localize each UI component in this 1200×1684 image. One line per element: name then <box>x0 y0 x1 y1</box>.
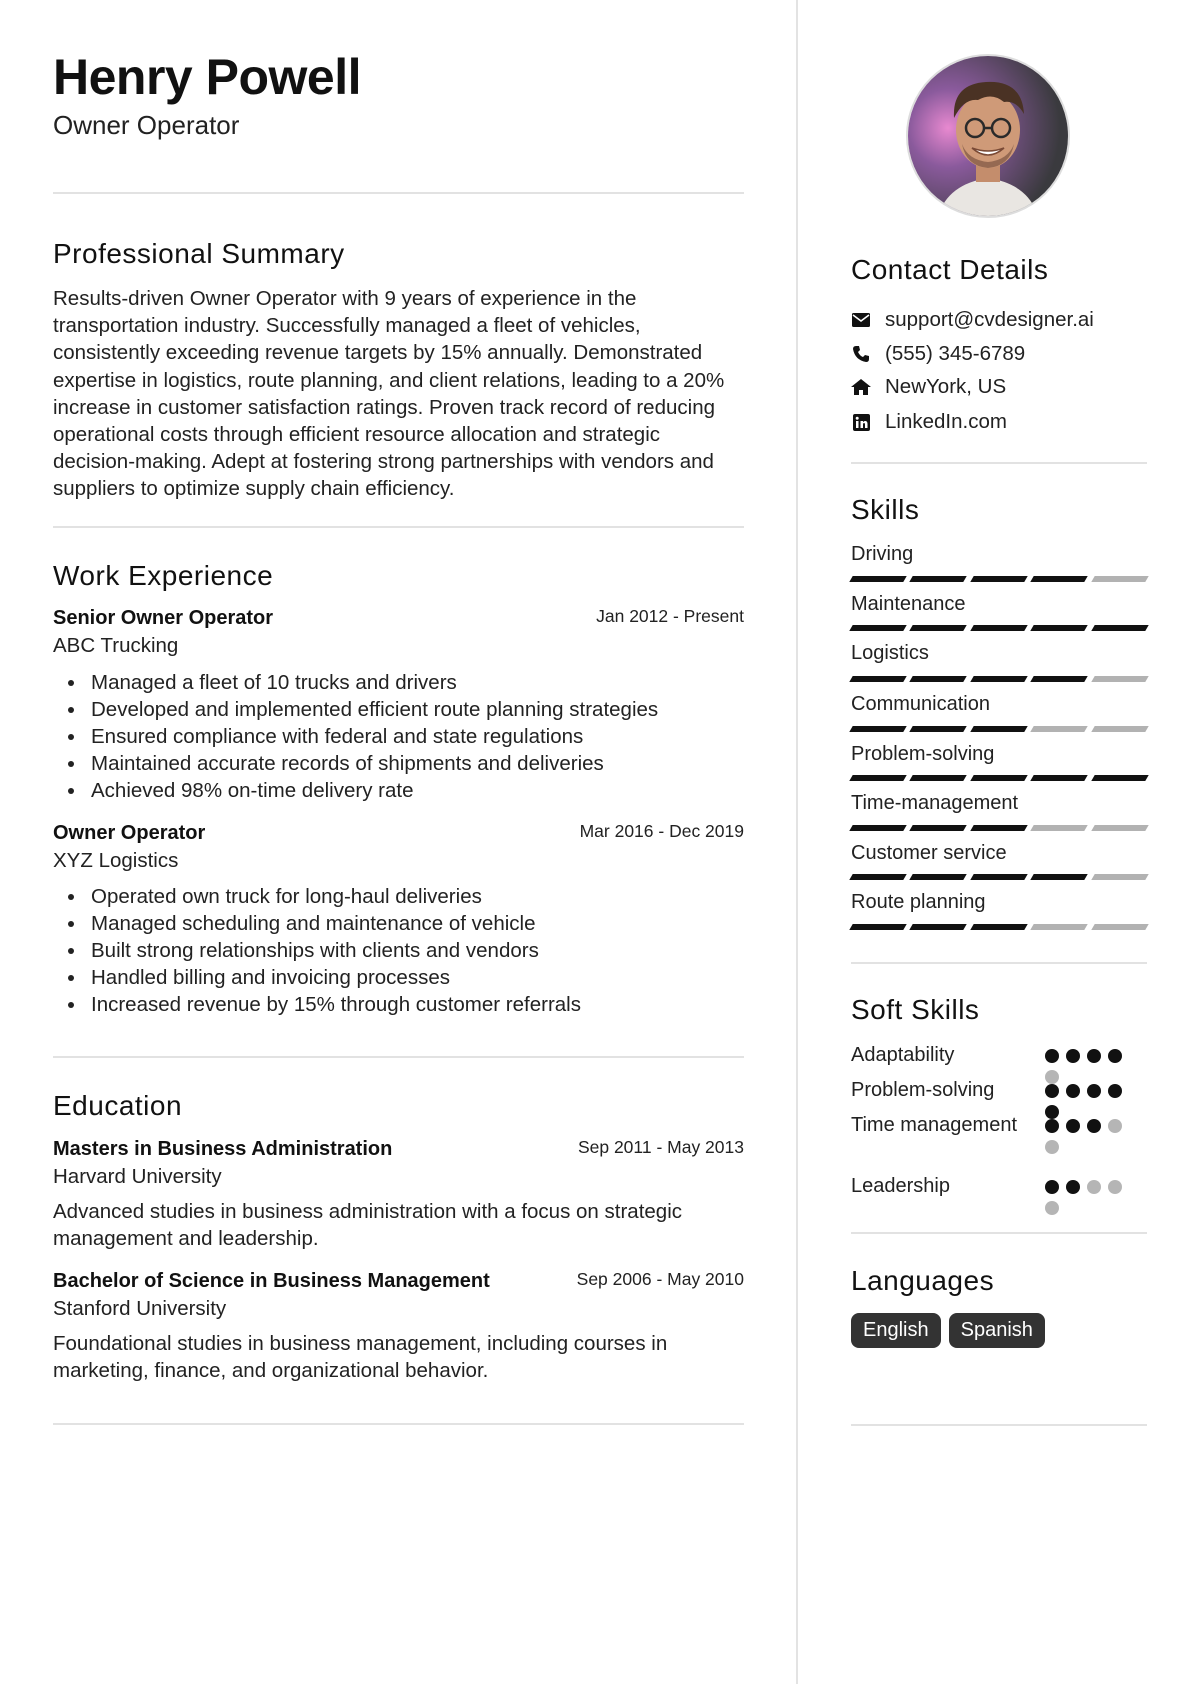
skill-level-segment <box>849 726 907 732</box>
skill-level-segment <box>849 825 907 831</box>
rating-dot <box>1108 1180 1122 1194</box>
skill-level-bar <box>851 775 1147 781</box>
divider <box>851 962 1147 964</box>
skill-name: Maintenance <box>851 593 966 615</box>
skill-level-segment <box>1091 576 1149 582</box>
job-title: Owner Operator <box>53 822 206 844</box>
skill-level-segment <box>970 825 1028 831</box>
skill-level-segment <box>1030 825 1088 831</box>
contact-linkedin[interactable] <box>851 410 1007 434</box>
rating-dot <box>1087 1084 1101 1098</box>
rating-dot <box>1045 1201 1059 1215</box>
rating-dot <box>1066 1180 1080 1194</box>
school-name: Harvard University <box>53 1165 222 1188</box>
envelope-icon <box>851 310 871 330</box>
list-item: Built strong relationships with clients and vendors <box>53 937 744 964</box>
soft-skill-rating <box>1045 1119 1125 1154</box>
rating-dot <box>1108 1049 1122 1063</box>
skill-name: Route planning <box>851 891 986 913</box>
phone-icon <box>851 344 871 364</box>
list-item: Ensured compliance with federal and state regulations <box>53 723 744 750</box>
soft-skill-name: Adaptability <box>851 1044 955 1066</box>
language-pill: English <box>851 1313 941 1348</box>
job-dates: Mar 2016 - Dec 2019 <box>579 821 744 841</box>
job-company: ABC Trucking <box>53 634 179 657</box>
person-name: Henry Powell <box>53 49 361 105</box>
list-item: Managed a fleet of 10 trucks and drivers <box>53 669 744 696</box>
degree-description: Foundational studies in business management, including courses in marketing, finance, and organizational behavior. <box>53 1332 668 1382</box>
skill-level-bar <box>851 726 1147 732</box>
skill-level-segment <box>849 676 907 682</box>
job-company: XYZ Logistics <box>53 849 179 872</box>
divider <box>53 1423 744 1425</box>
skill-level-segment <box>1091 924 1149 930</box>
list-item: Increased revenue by 15% through customer referrals <box>53 991 744 1018</box>
skill-level-segment <box>1091 676 1149 682</box>
summary-text: Results-driven Owner Operator with 9 years of experience in the transportation industry. Successfully managed a fleet of vehicles, consistently exceeding revenue targets by 15% annually. Demonstrated expertise in logistics, route planning, and client relations, leading to a 20% increase in customer satisfaction ratings. Proven track record of reducing operational costs through efficient resource allocation and strategic decision-making. Adept at fostering strong partnerships with vendors and suppliers to optimize supply chain efficiency. <box>53 287 725 501</box>
languages-title: Languages <box>851 1265 995 1296</box>
skill-level-segment <box>849 625 907 631</box>
column-divider <box>796 0 798 1684</box>
skill-level-segment <box>910 625 968 631</box>
contact-location <box>851 375 1006 399</box>
skill-level-segment <box>1091 726 1149 732</box>
skill-level-bar <box>851 874 1147 880</box>
skills-title: Skills <box>851 494 920 525</box>
work-title: Work Experience <box>53 560 274 591</box>
contact-phone-text: (555) 345-6789 <box>885 342 1026 365</box>
skill-name: Driving <box>851 543 914 565</box>
contact-title: Contact Details <box>851 254 1049 285</box>
skill-name: Customer service <box>851 842 1007 864</box>
rating-dot <box>1045 1049 1059 1063</box>
home-icon <box>851 377 871 397</box>
divider <box>851 462 1147 464</box>
rating-dot <box>1045 1084 1059 1098</box>
language-pill: Spanish <box>949 1313 1045 1348</box>
contact-location-text: NewYork, US <box>885 375 1007 398</box>
skill-level-segment <box>910 924 968 930</box>
divider <box>53 526 744 528</box>
skill-level-segment <box>1030 924 1088 930</box>
skill-level-segment <box>1030 874 1088 880</box>
school-name: Stanford University <box>53 1297 227 1320</box>
skill-name: Problem-solving <box>851 743 995 765</box>
list-item: Managed scheduling and maintenance of vehicle <box>53 910 744 937</box>
skill-level-segment <box>1091 825 1149 831</box>
soft-skill-rating <box>1045 1049 1125 1084</box>
skill-name: Communication <box>851 693 990 715</box>
skill-level-segment <box>1091 874 1149 880</box>
degree-title: Bachelor of Science in Business Management <box>53 1270 490 1292</box>
rating-dot <box>1045 1180 1059 1194</box>
skill-level-segment <box>849 924 907 930</box>
list-item: Achieved 98% on-time delivery rate <box>53 777 744 804</box>
rating-dot <box>1087 1049 1101 1063</box>
rating-dot <box>1045 1140 1059 1154</box>
rating-dot <box>1087 1180 1101 1194</box>
summary-title: Professional Summary <box>53 238 345 269</box>
skill-level-segment <box>970 874 1028 880</box>
rating-dot <box>1108 1084 1122 1098</box>
list-item: Developed and implemented efficient route planning strategies <box>53 696 744 723</box>
degree-dates: Sep 2006 - May 2010 <box>576 1269 744 1289</box>
linkedin-icon <box>851 412 871 432</box>
profile-photo <box>906 54 1070 218</box>
rating-dot <box>1066 1084 1080 1098</box>
rating-dot <box>1045 1119 1059 1133</box>
skill-level-segment <box>910 726 968 732</box>
rating-dot <box>1087 1119 1101 1133</box>
skill-level-segment <box>910 676 968 682</box>
skill-level-segment <box>910 576 968 582</box>
skill-level-segment <box>910 775 968 781</box>
skill-name: Logistics <box>851 642 929 664</box>
soft-skill-name: Leadership <box>851 1175 950 1197</box>
skill-level-bar <box>851 924 1147 930</box>
skill-level-segment <box>849 874 907 880</box>
avatar-illustration <box>908 56 1068 216</box>
skill-level-segment <box>1091 625 1149 631</box>
rating-dot <box>1066 1119 1080 1133</box>
skill-level-segment <box>849 775 907 781</box>
list-item: Handled billing and invoicing processes <box>53 964 744 991</box>
job-bullets <box>53 883 744 1018</box>
contact-linkedin-text: LinkedIn.com <box>885 410 1007 433</box>
rating-dot <box>1045 1070 1059 1084</box>
skill-level-segment <box>1030 726 1088 732</box>
education-title: Education <box>53 1090 183 1121</box>
degree-dates: Sep 2011 - May 2013 <box>577 1137 744 1157</box>
job-bullets <box>53 669 744 804</box>
list-item: Maintained accurate records of shipments and deliveries <box>53 750 744 777</box>
skill-level-segment <box>970 576 1028 582</box>
skill-level-segment <box>970 775 1028 781</box>
contact-email-text: support@cvdesigner.ai <box>885 308 1094 331</box>
skill-level-segment <box>970 726 1028 732</box>
person-role: Owner Operator <box>53 110 240 140</box>
job-dates: Jan 2012 - Present <box>596 606 744 626</box>
rating-dot <box>1108 1119 1122 1133</box>
degree-description: Advanced studies in business administration with a focus on strategic management and leadership. <box>53 1200 683 1250</box>
rating-dot <box>1045 1105 1059 1119</box>
skill-level-segment <box>849 576 907 582</box>
skill-level-segment <box>1030 676 1088 682</box>
soft-skill-name: Time management <box>851 1114 1017 1136</box>
list-item: Operated own truck for long-haul deliveries <box>53 883 744 910</box>
contact-phone[interactable] <box>851 342 1025 366</box>
skill-level-segment <box>970 676 1028 682</box>
skill-level-bar <box>851 576 1147 582</box>
soft-skill-name: Problem-solving <box>851 1079 995 1101</box>
skill-level-segment <box>1030 576 1088 582</box>
divider <box>53 192 744 194</box>
soft-skill-rating <box>1045 1180 1125 1215</box>
skill-level-bar <box>851 825 1147 831</box>
skill-level-segment <box>970 625 1028 631</box>
divider <box>53 1056 744 1058</box>
skill-level-segment <box>1030 775 1088 781</box>
rating-dot <box>1066 1049 1080 1063</box>
skill-level-bar <box>851 676 1147 682</box>
contact-email[interactable] <box>851 308 1094 332</box>
divider <box>851 1232 1147 1234</box>
skill-level-segment <box>1091 775 1149 781</box>
soft-skills-title: Soft Skills <box>851 994 980 1025</box>
degree-title: Masters in Business Administration <box>53 1138 393 1160</box>
skill-level-segment <box>970 924 1028 930</box>
job-title: Senior Owner Operator <box>53 607 274 629</box>
languages-list <box>851 1313 1045 1348</box>
skill-level-segment <box>910 825 968 831</box>
skill-level-bar <box>851 625 1147 631</box>
soft-skill-rating <box>1045 1084 1125 1119</box>
skill-name: Time-management <box>851 792 1019 814</box>
skill-level-segment <box>910 874 968 880</box>
skill-level-segment <box>1030 625 1088 631</box>
divider <box>851 1424 1147 1426</box>
